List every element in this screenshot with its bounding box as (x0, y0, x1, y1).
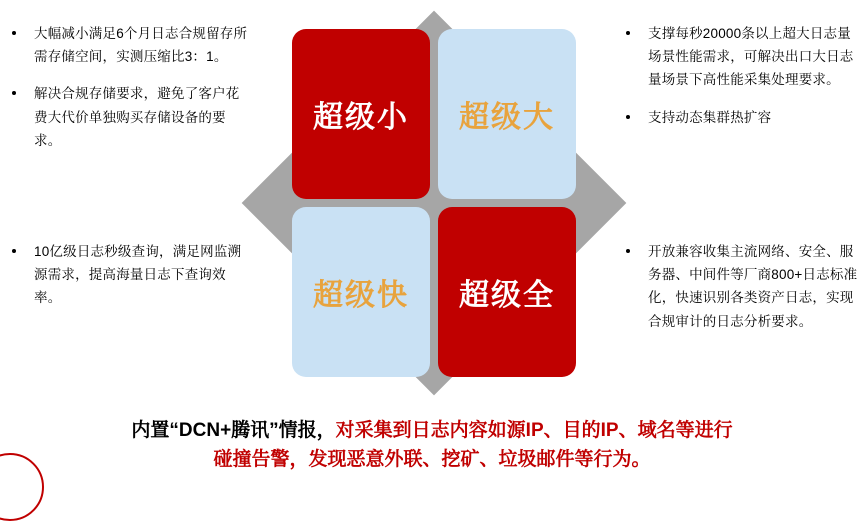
caption-line-1 (0, 416, 864, 445)
quadrant-super-fast[interactable]: 超级快 (292, 207, 430, 377)
list-item: 支持动态集群热扩容 (614, 106, 864, 129)
bottom-caption (0, 416, 864, 475)
caption-line-2: 碰撞告警，发现恶意外联、挖矿、垃圾邮件等行为。 (213, 449, 651, 471)
caption-line-1-part-2: 对采集到日志内容如源IP、目的IP、域名等进行 (335, 420, 733, 441)
list-item: 大幅减小满足6个月日志合规留存所需存储空间，实测压缩比3：1。 (0, 22, 250, 68)
list-item: 支撑每秒20000条以上超大日志量场景性能需求，可解决出口大日志量场景下高性能采集处理要求。 (614, 22, 864, 92)
list-item: 解决合规存储要求，避免了客户花费大代价单独购买存储设备的要求。 (0, 82, 250, 152)
center-diagram (255, 0, 613, 406)
bullet-group (0, 22, 250, 152)
quadrant-super-large[interactable]: 超级大 (438, 29, 576, 199)
left-bullet-column-upper (0, 22, 250, 166)
right-bullet-column-lower (614, 240, 864, 347)
right-bullet-column-upper (614, 22, 864, 143)
quadrant-grid (292, 29, 576, 377)
caption-line-1-part-1: 内置“DCN+腾讯”情报， (131, 420, 336, 441)
bullet-group (614, 240, 864, 333)
quadrant-super-complete[interactable]: 超级全 (438, 207, 576, 377)
quadrant-super-small[interactable]: 超级小 (292, 29, 430, 199)
list-item: 开放兼容收集主流网络、安全、服务器、中间件等厂商800+日志标准化，快速识别各类资产日志，实现合规审计的日志分析要求。 (614, 240, 864, 333)
bullet-group (0, 240, 250, 310)
bullet-group (614, 22, 864, 129)
list-item: 10亿级日志秒级查询，满足网监溯源需求，提高海量日志下查询效率。 (0, 240, 250, 310)
left-bullet-column-lower (0, 240, 250, 324)
